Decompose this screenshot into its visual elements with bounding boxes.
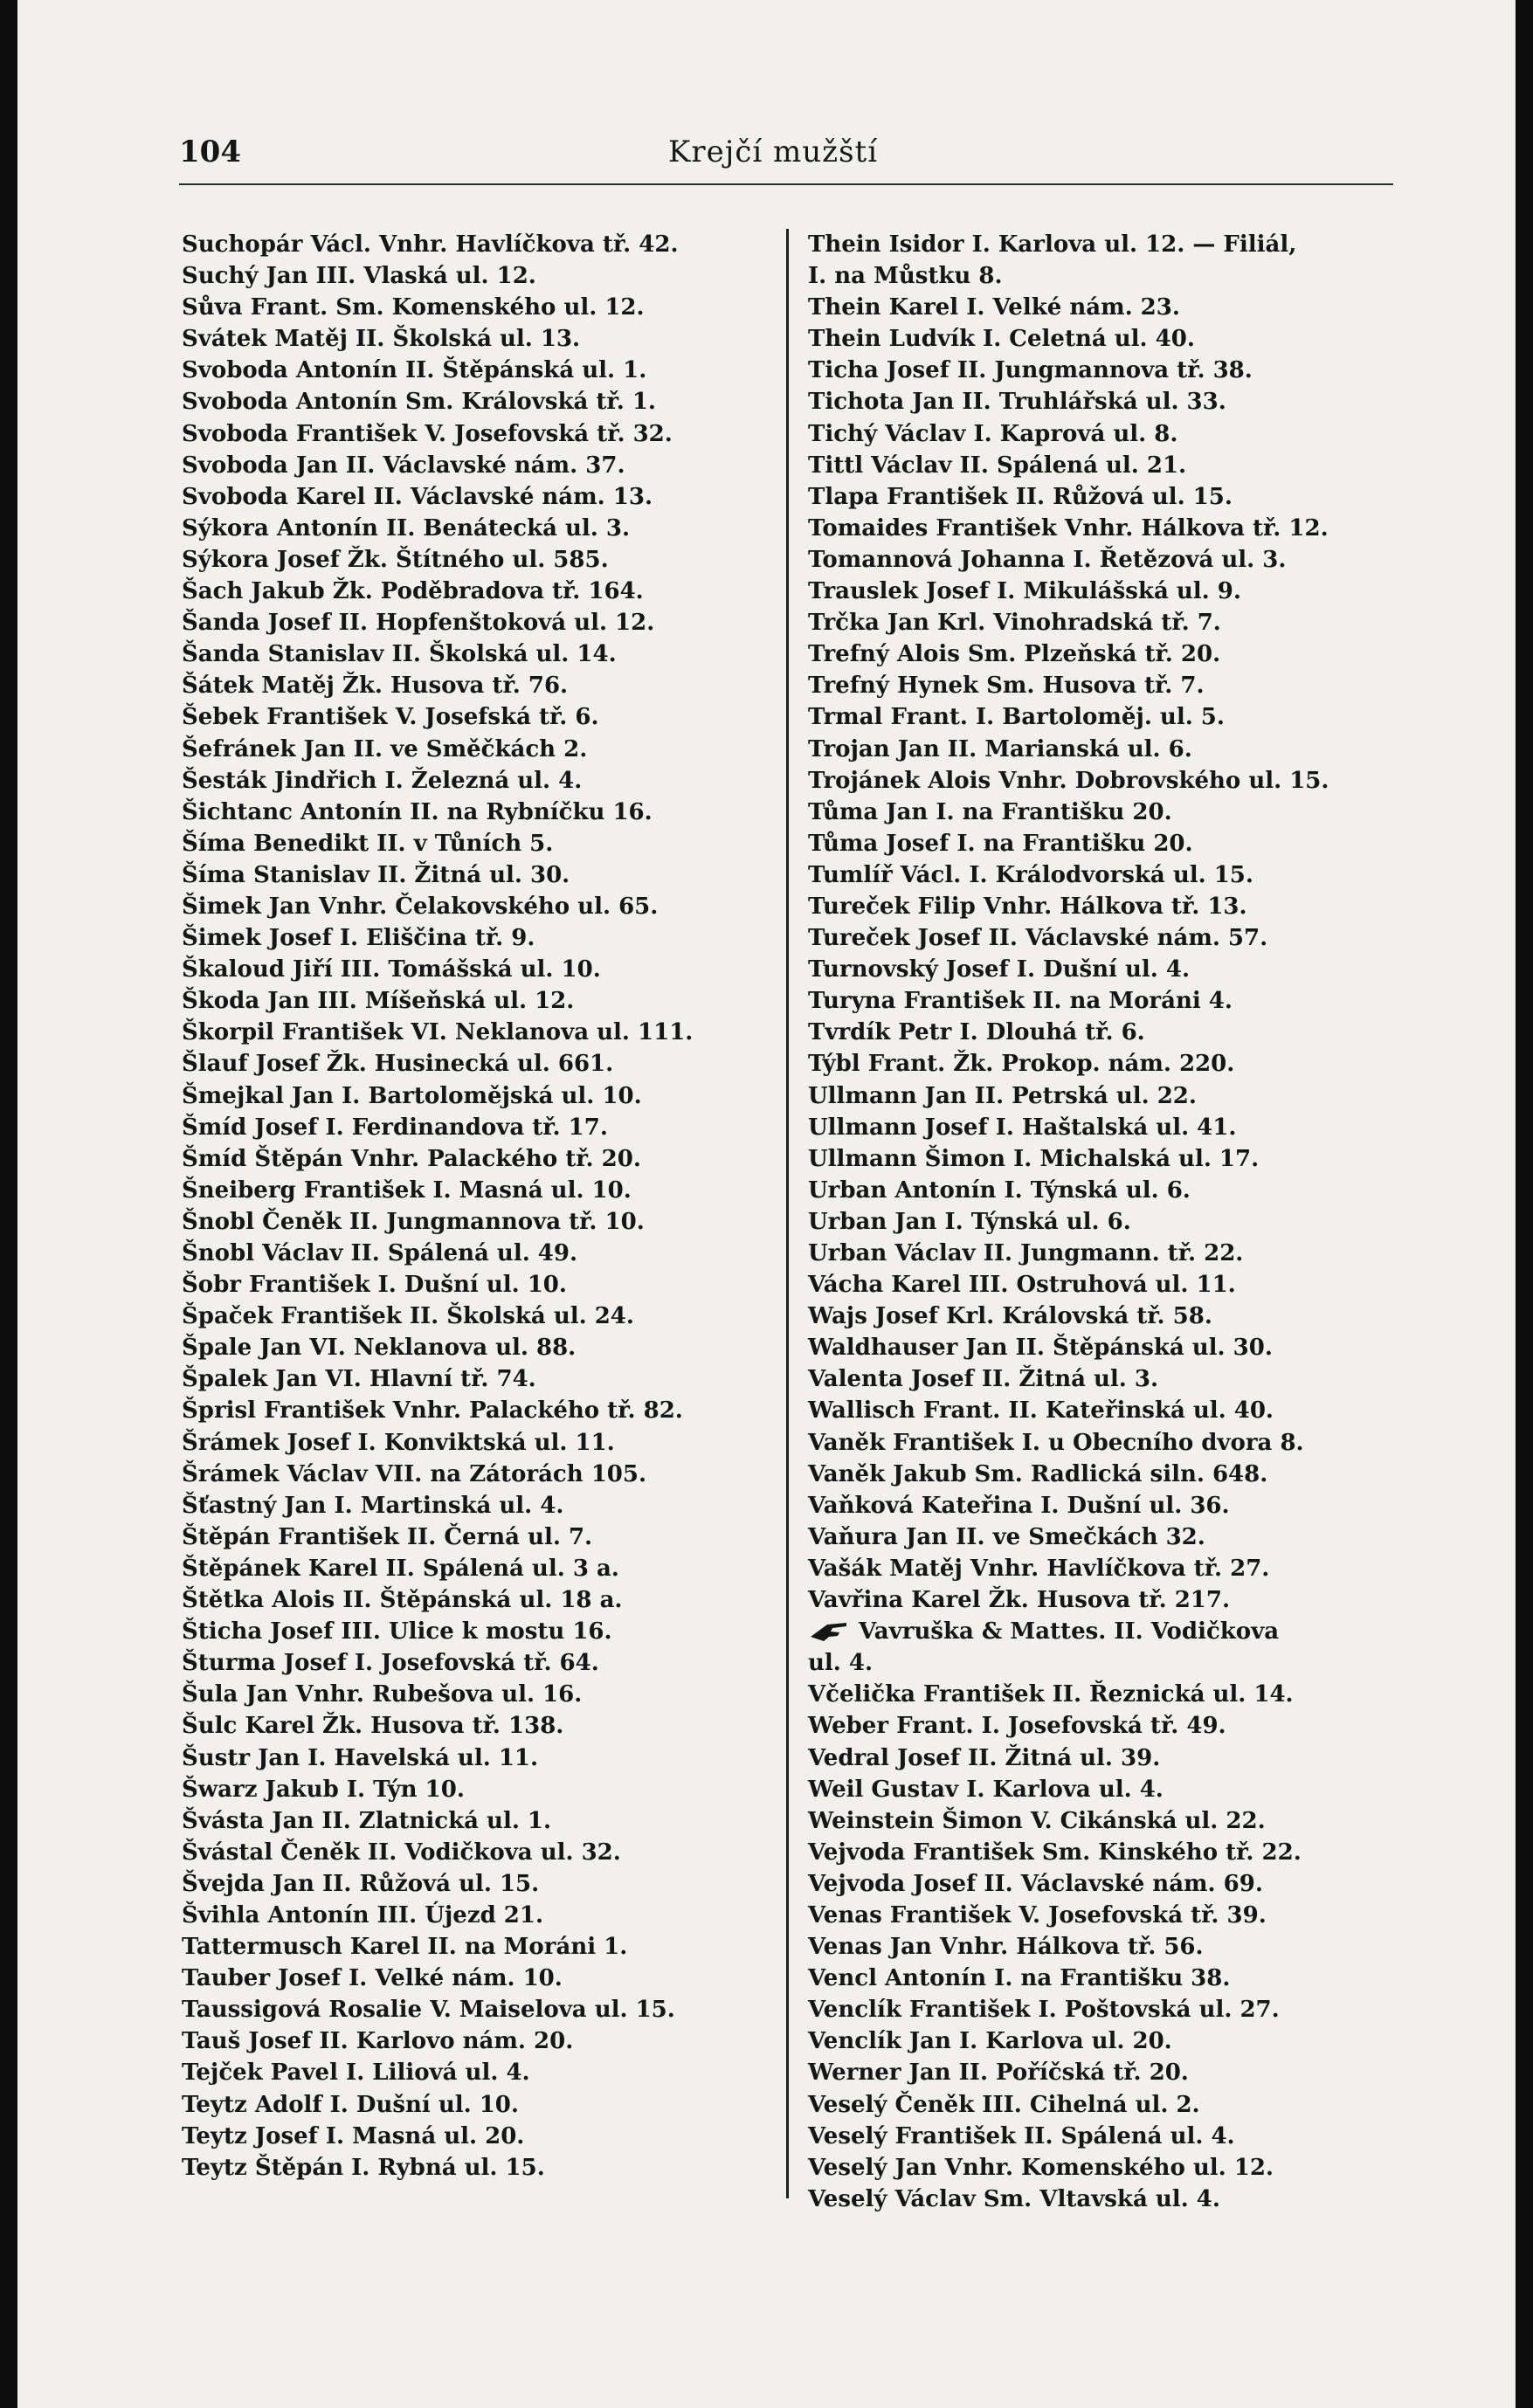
entry-text: Trauslek Josef I. Mikulášská ul. 9. <box>808 578 1241 605</box>
entry-text: Špaček František II. Školská ul. 24. <box>182 1303 634 1330</box>
directory-entry <box>808 1868 1402 1900</box>
entry-text: Tvrdík Petr I. Dlouhá tř. 6. <box>808 1019 1145 1046</box>
directory-entry <box>182 2121 776 2152</box>
entry-text: Vašák Matěj Vnhr. Havlíčkova tř. 27. <box>808 1555 1270 1582</box>
entry-text: Šátek Matěj Žk. Husova tř. 76. <box>182 673 569 700</box>
directory-entry <box>808 2121 1402 2152</box>
directory-entry <box>182 607 776 638</box>
directory-entry <box>182 513 776 544</box>
directory-entry <box>808 891 1402 922</box>
entry-text: Venclík Jan I. Karlova ul. 20. <box>808 2028 1172 2055</box>
directory-entry <box>808 2089 1402 2121</box>
entry-text: Weil Gustav I. Karlova ul. 4. <box>808 1776 1164 1803</box>
entry-text: Taussigová Rosalie V. Maiselova ul. 15. <box>182 1997 675 2024</box>
directory-entry <box>182 1647 776 1679</box>
directory-entry <box>182 1301 776 1332</box>
directory-entry <box>808 1143 1402 1175</box>
directory-entry <box>182 1931 776 1963</box>
directory-entry <box>808 797 1402 828</box>
directory-entry <box>182 797 776 828</box>
directory-entry <box>182 1837 776 1868</box>
directory-entry <box>808 1363 1402 1395</box>
entry-text: Sýkora Antonín II. Benátecká ul. 3. <box>182 514 631 542</box>
entry-text: Šrámek Václav VII. na Zátorách 105. <box>182 1460 647 1487</box>
entry-text: Veselý Jan Vnhr. Komenského ul. 12. <box>808 2154 1274 2181</box>
entry-text: Škoda Jan III. Míšeňská ul. 12. <box>182 988 575 1015</box>
entry-text: Tlapa František II. Růžová ul. 15. <box>808 483 1233 510</box>
entry-text: Teytz Josef I. Masná ul. 20. <box>182 2122 525 2149</box>
entry-text: Štěpán František II. Černá ul. 7. <box>182 1523 593 1550</box>
entry-text: Týbl Frant. Žk. Prokop. nám. 220. <box>808 1051 1235 1078</box>
entry-text: Ullmann Jan II. Petrská ul. 22. <box>808 1082 1197 1109</box>
entry-text: Švejda Jan II. Růžová ul. 15. <box>182 1870 540 1897</box>
entry-text: Špalek Jan VI. Hlavní tř. 74. <box>182 1366 536 1393</box>
directory-entry <box>182 922 776 954</box>
directory-entry <box>182 701 776 733</box>
directory-entry <box>808 2184 1402 2215</box>
directory-entry <box>182 386 776 417</box>
entry-text: Šimek Jan Vnhr. Čelakovského ul. 65. <box>182 893 659 920</box>
entry-text: Šprisl František Vnhr. Palackého tř. 82. <box>182 1397 683 1425</box>
entry-text: Urban Antonín I. Týnská ul. 6. <box>808 1176 1191 1204</box>
entry-text: Veselý František II. Spálená ul. 4. <box>808 2122 1235 2149</box>
directory-entry <box>808 1017 1402 1048</box>
directory-entry <box>808 1805 1402 1837</box>
directory-entry <box>808 1837 1402 1868</box>
entry-text: Švásta Jan II. Zlatnická ul. 1. <box>182 1807 552 1834</box>
directory-entry <box>808 859 1402 891</box>
directory-entry <box>808 1963 1402 1994</box>
entry-text: Venclík František I. Poštovská ul. 27. <box>808 1997 1280 2024</box>
entry-text: Veselý Čeněk III. Cihelná ul. 2. <box>808 2091 1200 2118</box>
directory-entry <box>808 1900 1402 1931</box>
entry-text: Werner Jan II. Poříčská tř. 20. <box>808 2060 1189 2087</box>
directory-entry <box>808 513 1402 544</box>
entry-text: Šmíd Štěpán Vnhr. Palackého tř. 20. <box>182 1145 641 1172</box>
entry-text: Šichtanc Antonín II. na Rybníčku 16. <box>182 798 653 825</box>
directory-entry <box>808 1427 1402 1459</box>
entry-text: Šanda Josef II. Hopfenštoková ul. 12. <box>182 610 655 637</box>
entry-text: Suchý Jan III. Vlaská ul. 12. <box>182 263 536 290</box>
entry-text: Šustr Jan I. Havelská ul. 11. <box>182 1744 539 1771</box>
directory-entry <box>182 2152 776 2184</box>
directory-entry <box>808 701 1402 733</box>
entry-text: Svoboda Antonín II. Štěpánská ul. 1. <box>182 357 647 384</box>
entry-text: Ullmann Josef I. Haštalská ul. 41. <box>808 1114 1237 1141</box>
directory-entry <box>182 828 776 859</box>
entry-text: Šimek Josef I. Eliščina tř. 9. <box>182 925 535 952</box>
directory-entry <box>182 1363 776 1395</box>
directory-entry <box>808 1238 1402 1269</box>
directory-entry <box>808 1206 1402 1238</box>
running-head-title: Krejčí mužští <box>668 135 879 169</box>
entry-text: Šturma Josef I. Josefovská tř. 64. <box>182 1650 599 1677</box>
directory-entry <box>182 1459 776 1490</box>
directory-page <box>17 0 1516 2408</box>
entry-text: Šach Jakub Žk. Poděbradova tř. 164. <box>182 578 644 605</box>
directory-entry <box>182 1584 776 1616</box>
entry-text: Včelička František II. Řeznická ul. 14. <box>808 1681 1294 1708</box>
entry-text: Tittl Václav II. Spálená ul. 21. <box>808 452 1187 479</box>
entry-text: Teytz Adolf I. Dušní ul. 10. <box>182 2091 519 2118</box>
directory-entry <box>182 1774 776 1805</box>
directory-entry <box>808 670 1402 701</box>
entry-text: Trefný Hynek Sm. Husova tř. 7. <box>808 673 1205 700</box>
entry-text: Venas Jan Vnhr. Hálkova tř. 56. <box>808 1934 1204 1961</box>
directory-entry <box>182 2025 776 2057</box>
entry-text: Šanda Stanislav II. Školská ul. 14. <box>182 641 617 668</box>
directory-entry <box>808 1269 1402 1301</box>
entry-text: Vavruška & Mattes. II. Vodičkova <box>859 1618 1280 1646</box>
directory-entry <box>182 734 776 765</box>
entry-text: Šnobl Václav II. Spálená ul. 49. <box>182 1240 578 1266</box>
directory-entry <box>182 859 776 891</box>
entry-text: Šťastný Jan I. Martinská ul. 4. <box>182 1492 564 1519</box>
directory-entry <box>808 544 1402 576</box>
column-divider <box>786 229 789 2198</box>
entry-text: Špale Jan VI. Neklanova ul. 88. <box>182 1335 577 1362</box>
entry-text: Vencl Antonín I. na Františku 38. <box>808 1965 1231 1992</box>
entry-text: Šmíd Josef I. Ferdinandova tř. 17. <box>182 1114 608 1141</box>
directory-entry <box>182 1521 776 1553</box>
entry-text: Tureček Filip Vnhr. Hálkova tř. 13. <box>808 893 1247 920</box>
entry-text: Šebek František V. Josefská tř. 6. <box>182 704 599 731</box>
entry-text: Tomaides František Vnhr. Hálkova tř. 12. <box>808 514 1329 542</box>
entry-text: Urban Jan I. Týnská ul. 6. <box>808 1208 1131 1235</box>
entry-text: Tauš Josef II. Karlovo nám. 20. <box>182 2028 574 2055</box>
entry-text: Šlauf Josef Žk. Husinecká ul. 661. <box>182 1051 614 1078</box>
directory-entry <box>182 1742 776 1774</box>
directory-entry <box>808 292 1402 323</box>
entry-text: Trojánek Alois Vnhr. Dobrovského ul. 15. <box>808 767 1329 794</box>
entry-text: Tumlíř Václ. I. Králodvorská ul. 15. <box>808 861 1253 888</box>
directory-entry <box>808 1931 1402 1963</box>
directory-entry <box>182 1900 776 1931</box>
entry-text: Trmal Frant. I. Bartoloměj. ul. 5. <box>808 704 1225 731</box>
entry-text: Svoboda Karel II. Václavské nám. 13. <box>182 483 653 510</box>
directory-entry <box>808 954 1402 985</box>
directory-entry <box>182 1112 776 1143</box>
entry-text: Štětka Alois II. Štěpánská ul. 18 a. <box>182 1587 623 1614</box>
directory-entry <box>182 1868 776 1900</box>
entry-text: Šwarz Jakub I. Týn 10. <box>182 1776 465 1803</box>
directory-entry <box>808 828 1402 859</box>
directory-entry <box>808 450 1402 481</box>
entry-text: Tattermusch Karel II. na Moráni 1. <box>182 1934 628 1961</box>
directory-entry <box>182 1080 776 1112</box>
entry-text: I. na Můstku 8. <box>808 263 1003 290</box>
entry-text: Tichota Jan II. Truhlářská ul. 33. <box>808 389 1226 416</box>
directory-entry <box>182 1175 776 1206</box>
entry-text: Waldhauser Jan II. Štěpánská ul. 30. <box>808 1335 1273 1362</box>
entry-text: Ullmann Šimon I. Michalská ul. 17. <box>808 1145 1260 1172</box>
directory-entry <box>182 544 776 576</box>
entry-text: ul. 4. <box>808 1650 874 1677</box>
entry-text: Šmejkal Jan I. Bartolomějská ul. 10. <box>182 1082 642 1109</box>
entry-text: Škorpil František VI. Neklanova ul. 111. <box>182 1019 694 1046</box>
directory-entry <box>182 1553 776 1584</box>
left-column <box>182 229 776 2184</box>
directory-entry <box>182 1616 776 1647</box>
directory-entry <box>808 1521 1402 1553</box>
directory-entry <box>182 450 776 481</box>
entry-text: Vedral Josef II. Žitná ul. 39. <box>808 1744 1161 1771</box>
entry-text: Weber Frant. I. Josefovská tř. 49. <box>808 1713 1226 1740</box>
entry-text: Šneiberg František I. Masná ul. 10. <box>182 1176 632 1204</box>
directory-entry <box>808 734 1402 765</box>
entry-text: Šobr František I. Dušní ul. 10. <box>182 1272 567 1299</box>
directory-entry <box>808 638 1402 670</box>
directory-entry <box>808 1994 1402 2025</box>
entry-text: Vaňura Jan II. ve Smečkách 32. <box>808 1523 1205 1550</box>
directory-entry <box>182 1710 776 1742</box>
directory-entry <box>182 576 776 607</box>
entry-text: Suchopár Václ. Vnhr. Havlíčkova tř. 42. <box>182 231 679 258</box>
directory-entry <box>808 1616 1402 1647</box>
directory-entry <box>808 1395 1402 1426</box>
entry-text: Valenta Josef II. Žitná ul. 3. <box>808 1366 1159 1393</box>
directory-entry <box>182 323 776 355</box>
directory-entry <box>182 1427 776 1459</box>
directory-entry <box>808 260 1402 292</box>
entry-text: Turnovský Josef I. Dušní ul. 4. <box>808 956 1190 983</box>
entry-text: Tureček Josef II. Václavské nám. 57. <box>808 925 1268 952</box>
entry-text: Trčka Jan Krl. Vinohradská tř. 7. <box>808 610 1221 637</box>
right-column <box>808 229 1402 2215</box>
directory-entry <box>182 985 776 1017</box>
directory-entry <box>182 418 776 450</box>
entry-text: Thein Ludvík I. Celetná ul. 40. <box>808 326 1195 353</box>
entry-text: Ticha Josef II. Jungmannova tř. 38. <box>808 357 1253 384</box>
directory-entry <box>808 418 1402 450</box>
directory-entry <box>182 670 776 701</box>
directory-entry <box>182 2089 776 2121</box>
entry-text: Vácha Karel III. Ostruhová ul. 11. <box>808 1272 1236 1299</box>
directory-entry <box>808 2025 1402 2057</box>
entry-text: Vejvoda František Sm. Kinského tř. 22. <box>808 1839 1302 1866</box>
directory-entry <box>182 1805 776 1837</box>
entry-text: Svoboda František V. Josefovská tř. 32. <box>182 420 673 447</box>
entry-text: Veselý Václav Sm. Vltavská ul. 4. <box>808 2185 1220 2212</box>
directory-entry <box>182 481 776 513</box>
entry-text: Švástal Čeněk II. Vodičkova ul. 32. <box>182 1839 621 1866</box>
entry-text: Šticha Josef III. Ulice k mostu 16. <box>182 1618 612 1646</box>
directory-entry <box>808 576 1402 607</box>
entry-text: Šíma Stanislav II. Žitná ul. 30. <box>182 861 570 888</box>
directory-entry <box>808 1679 1402 1710</box>
entry-text: Thein Karel I. Velké nám. 23. <box>808 294 1180 321</box>
directory-entry <box>182 292 776 323</box>
entry-text: Vavřina Karel Žk. Husova tř. 217. <box>808 1587 1231 1614</box>
entry-text: Venas František V. Josefovská tř. 39. <box>808 1901 1267 1928</box>
directory-entry <box>808 1742 1402 1774</box>
directory-entry <box>182 638 776 670</box>
directory-entry <box>808 1647 1402 1679</box>
directory-entry <box>182 1963 776 1994</box>
entry-text: Urban Václav II. Jungmann. tř. 22. <box>808 1240 1244 1266</box>
entry-text: Tejček Pavel I. Liliová ul. 4. <box>182 2060 530 2087</box>
entry-text: Vaněk Jakub Sm. Radlická siln. 648. <box>808 1460 1268 1487</box>
directory-entry <box>808 2152 1402 2184</box>
directory-entry <box>808 1459 1402 1490</box>
entry-text: Vejvoda Josef II. Václavské nám. 69. <box>808 1870 1263 1897</box>
entry-text: Svoboda Jan II. Václavské nám. 37. <box>182 452 625 479</box>
entry-text: Tomannová Johanna I. Řetězová ul. 3. <box>808 546 1287 573</box>
directory-entry <box>808 1710 1402 1742</box>
directory-entry <box>808 2057 1402 2088</box>
directory-entry <box>182 355 776 386</box>
directory-entry <box>182 765 776 797</box>
directory-entry <box>182 1143 776 1175</box>
directory-entry <box>182 1490 776 1521</box>
entry-text: Turyna František II. na Moráni 4. <box>808 988 1233 1015</box>
entry-text: Sůva Frant. Sm. Komenského ul. 12. <box>182 294 645 321</box>
directory-entry <box>808 1080 1402 1112</box>
directory-entry <box>182 229 776 260</box>
directory-entry <box>182 891 776 922</box>
directory-entry <box>808 481 1402 513</box>
entry-text: Šíma Benedikt II. v Tůních 5. <box>182 830 554 857</box>
directory-entry <box>808 1112 1402 1143</box>
entry-text: Tůma Jan I. na Františku 20. <box>808 798 1172 825</box>
directory-entry <box>182 954 776 985</box>
directory-entry <box>182 1679 776 1710</box>
page-header <box>179 131 1393 185</box>
entry-text: Sýkora Josef Žk. Štítného ul. 585. <box>182 546 609 573</box>
entry-text: Weinstein Šimon V. Cikánská ul. 22. <box>808 1807 1266 1834</box>
directory-entry <box>808 386 1402 417</box>
entry-text: Vaňková Kateřina I. Dušní ul. 36. <box>808 1492 1230 1519</box>
directory-entry <box>808 1301 1402 1332</box>
entry-text: Wajs Josef Krl. Královská tř. 58. <box>808 1303 1212 1330</box>
directory-entry <box>808 355 1402 386</box>
directory-entry <box>182 1017 776 1048</box>
directory-entry <box>182 1206 776 1238</box>
entry-text: Teytz Štěpán I. Rybná ul. 15. <box>182 2154 545 2181</box>
entry-text: Svátek Matěj II. Školská ul. 13. <box>182 326 581 353</box>
directory-entry <box>182 1332 776 1363</box>
page-number: 104 <box>179 135 241 169</box>
entry-text: Tůma Josef I. na Františku 20. <box>808 830 1193 857</box>
directory-entry <box>808 229 1402 260</box>
directory-entry <box>182 1994 776 2025</box>
pointing-hand-icon <box>808 1618 852 1644</box>
entry-text: Wallisch Frant. II. Kateřinská ul. 40. <box>808 1397 1274 1425</box>
directory-entry <box>182 1048 776 1080</box>
entry-text: Trojan Jan II. Marianská ul. 6. <box>808 735 1192 762</box>
directory-entry <box>808 1175 1402 1206</box>
directory-entry <box>808 1490 1402 1521</box>
entry-text: Šnobl Čeněk II. Jungmannova tř. 10. <box>182 1208 645 1235</box>
directory-entry <box>808 985 1402 1017</box>
entry-text: Tauber Josef I. Velké nám. 10. <box>182 1965 563 1992</box>
entry-text: Vaněk František I. u Obecního dvora 8. <box>808 1429 1304 1456</box>
entry-text: Šesták Jindřich I. Železná ul. 4. <box>182 767 583 794</box>
entry-text: Trefný Alois Sm. Plzeňská tř. 20. <box>808 641 1221 668</box>
directory-entry <box>808 922 1402 954</box>
directory-entry <box>182 1238 776 1269</box>
directory-entry <box>182 1395 776 1426</box>
directory-entry <box>808 607 1402 638</box>
entry-text: Šula Jan Vnhr. Rubešova ul. 16. <box>182 1681 583 1708</box>
entry-text: Švihla Antonín III. Újezd 21. <box>182 1901 544 1928</box>
directory-entry <box>808 765 1402 797</box>
directory-entry <box>182 260 776 292</box>
entry-text: Svoboda Antonín Sm. Královská tř. 1. <box>182 389 656 416</box>
directory-entry <box>808 323 1402 355</box>
directory-entry <box>182 1269 776 1301</box>
directory-entry <box>808 1553 1402 1584</box>
entry-text: Thein Isidor I. Karlova ul. 12. — Filiál, <box>808 231 1297 258</box>
entry-text: Škaloud Jiří III. Tomášská ul. 10. <box>182 956 601 983</box>
directory-entry <box>808 1584 1402 1616</box>
entry-text: Šrámek Josef I. Konviktská ul. 11. <box>182 1429 615 1456</box>
directory-entry <box>808 1332 1402 1363</box>
directory-entry <box>182 2057 776 2088</box>
directory-entry <box>808 1774 1402 1805</box>
directory-entry <box>808 1048 1402 1080</box>
entry-text: Tichý Václav I. Kaprová ul. 8. <box>808 420 1178 447</box>
entry-text: Šulc Karel Žk. Husova tř. 138. <box>182 1713 564 1740</box>
entry-text: Štěpánek Karel II. Spálená ul. 3 a. <box>182 1555 619 1582</box>
entry-text: Šefránek Jan II. ve Směčkách 2. <box>182 735 588 762</box>
